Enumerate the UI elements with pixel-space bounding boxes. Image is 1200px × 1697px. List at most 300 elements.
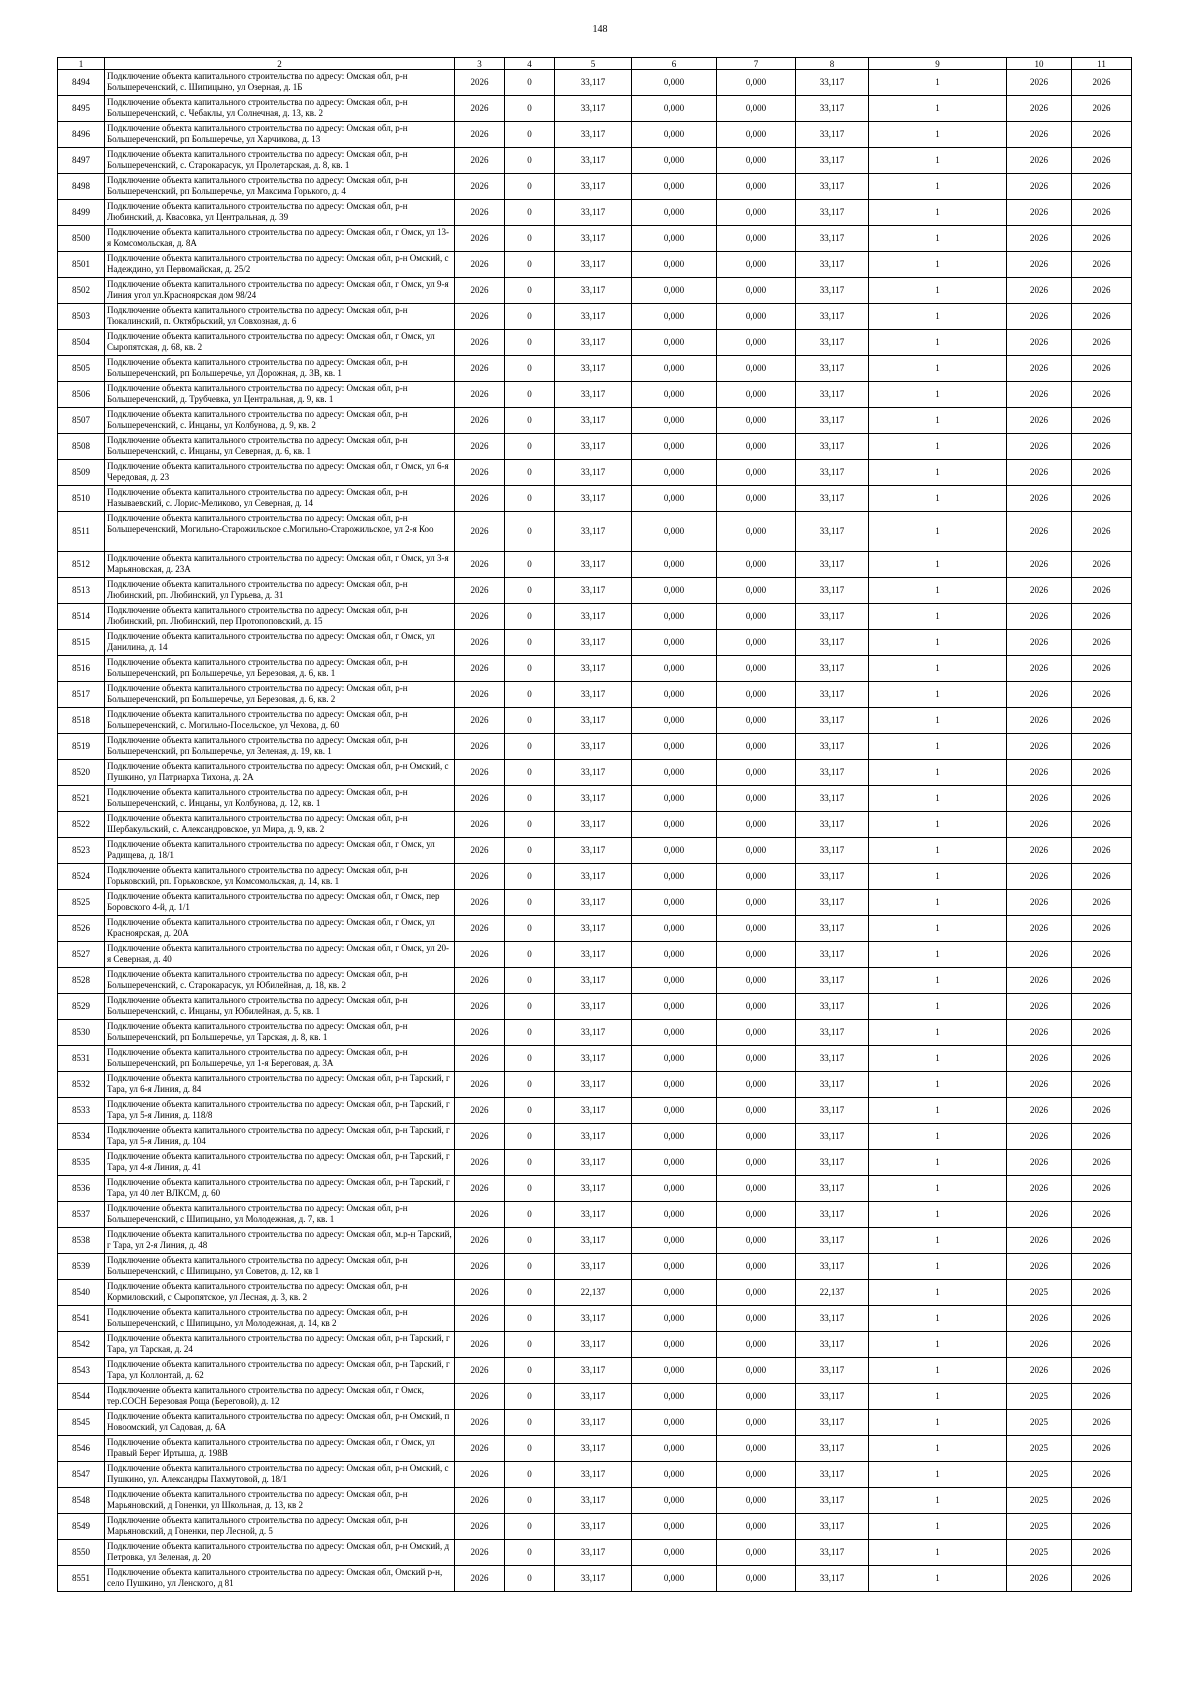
table-row [58,486,1132,512]
year-cell: 2026 [455,1384,505,1410]
amount-cell: 0,000 [717,1306,796,1332]
total-cell: 33,117 [796,1176,869,1202]
row-number-cell: 8520 [58,760,105,786]
row-number-cell: 8536 [58,1176,105,1202]
year-cell: 2026 [455,174,505,200]
start-year-cell: 2026 [1007,1228,1072,1254]
amount-cell: 33,117 [555,968,632,994]
start-year-cell: 2026 [1007,122,1072,148]
table-row [58,174,1132,200]
description-cell: Подключение объекта капитального строительства по адресу: Омская обл, р-н Большереченский, с. Инцаны, ул Колбунова, д. 12, кв. 1 [105,786,455,812]
amount-cell: 33,117 [555,1488,632,1514]
value-cell: 0 [505,1124,555,1150]
total-cell: 33,117 [796,174,869,200]
total-cell: 33,117 [796,434,869,460]
year-cell: 2026 [455,1410,505,1436]
year-cell: 2026 [455,1462,505,1488]
amount-cell: 0,000 [632,1332,717,1358]
description-cell: Подключение объекта капитального строительства по адресу: Омская обл, г Омск, ул 3-я Марьяновская, д. 23А [105,552,455,578]
value-cell: 0 [505,148,555,174]
description-cell: Подключение объекта капитального строительства по адресу: Омская обл, р-н Тарский, г Тара, ул Коллонтай, д. 62 [105,1358,455,1384]
table-row [58,630,1132,656]
count-cell: 1 [869,1228,1007,1254]
year-cell: 2026 [455,916,505,942]
total-cell: 22,137 [796,1280,869,1306]
start-year-cell: 2025 [1007,1384,1072,1410]
start-year-cell: 2026 [1007,682,1072,708]
year-cell: 2026 [455,1514,505,1540]
end-year-cell: 2026 [1072,1098,1132,1124]
amount-cell: 0,000 [717,838,796,864]
row-number-cell: 8500 [58,226,105,252]
amount-cell: 0,000 [632,1384,717,1410]
amount-cell: 33,117 [555,1514,632,1540]
amount-cell: 0,000 [717,1358,796,1384]
amount-cell: 0,000 [632,708,717,734]
amount-cell: 0,000 [717,1254,796,1280]
count-cell: 1 [869,1488,1007,1514]
amount-cell: 0,000 [717,630,796,656]
start-year-cell: 2025 [1007,1514,1072,1540]
amount-cell: 0,000 [632,1072,717,1098]
data-table [57,57,1132,1592]
table-row [58,994,1132,1020]
amount-cell: 0,000 [717,890,796,916]
row-number-cell: 8544 [58,1384,105,1410]
start-year-cell: 2026 [1007,1566,1072,1592]
row-number-cell: 8551 [58,1566,105,1592]
end-year-cell: 2026 [1072,708,1132,734]
amount-cell: 33,117 [555,1358,632,1384]
amount-cell: 0,000 [632,682,717,708]
end-year-cell: 2026 [1072,864,1132,890]
row-number-cell: 8507 [58,408,105,434]
amount-cell: 33,117 [555,708,632,734]
description-cell: Подключение объекта капитального строительства по адресу: Омская обл, р-н Большереченский, рп Большеречье, ул Березовая, д. 6, кв. 1 [105,656,455,682]
description-cell: Подключение объекта капитального строительства по адресу: Омская обл, р-н Большереченский, с. Инцаны, ул Колбунова, д. 9, кв. 2 [105,408,455,434]
amount-cell: 33,117 [555,304,632,330]
total-cell: 33,117 [796,278,869,304]
count-cell: 1 [869,1098,1007,1124]
start-year-cell: 2026 [1007,1306,1072,1332]
start-year-cell: 2026 [1007,1358,1072,1384]
end-year-cell: 2026 [1072,604,1132,630]
value-cell: 0 [505,330,555,356]
table-row [58,1358,1132,1384]
column-header: 4 [505,58,555,70]
description-cell: Подключение объекта капитального строительства по адресу: Омская обл, г Омск, пер Боровского 4-й, д. 1/1 [105,890,455,916]
amount-cell: 33,117 [555,330,632,356]
row-number-cell: 8522 [58,812,105,838]
table-row [58,604,1132,630]
count-cell: 1 [869,994,1007,1020]
amount-cell: 0,000 [632,656,717,682]
table-row [58,942,1132,968]
table-row [58,890,1132,916]
amount-cell: 0,000 [632,942,717,968]
year-cell: 2026 [455,1358,505,1384]
row-number-cell: 8496 [58,122,105,148]
end-year-cell: 2026 [1072,174,1132,200]
amount-cell: 0,000 [632,1488,717,1514]
value-cell: 0 [505,786,555,812]
row-number-cell: 8511 [58,512,105,552]
description-cell: Подключение объекта капитального строительства по адресу: Омская обл, р-н Марьяновский, д Гоненки, ул Школьная, д. 13, кв 2 [105,1488,455,1514]
description-cell: Подключение объекта капитального строительства по адресу: Омская обл, р-н Большереченский, с. Чебаклы, ул Солнечная, д. 13, кв. 2 [105,96,455,122]
end-year-cell: 2026 [1072,96,1132,122]
value-cell: 0 [505,1358,555,1384]
row-number-cell: 8521 [58,786,105,812]
amount-cell: 0,000 [632,96,717,122]
year-cell: 2026 [455,942,505,968]
count-cell: 1 [869,1202,1007,1228]
table-row [58,1410,1132,1436]
count-cell: 1 [869,630,1007,656]
amount-cell: 22,137 [555,1280,632,1306]
end-year-cell: 2026 [1072,734,1132,760]
amount-cell: 0,000 [717,994,796,1020]
amount-cell: 0,000 [632,734,717,760]
end-year-cell: 2026 [1072,1332,1132,1358]
amount-cell: 0,000 [717,434,796,460]
start-year-cell: 2025 [1007,1280,1072,1306]
year-cell: 2026 [455,460,505,486]
value-cell: 0 [505,1488,555,1514]
end-year-cell: 2026 [1072,1072,1132,1098]
value-cell: 0 [505,812,555,838]
count-cell: 1 [869,226,1007,252]
description-cell: Подключение объекта капитального строительства по адресу: Омская обл, р-н Марьяновский, д Гоненки, пер Лесной, д. 5 [105,1514,455,1540]
year-cell: 2026 [455,1072,505,1098]
end-year-cell: 2026 [1072,890,1132,916]
column-header: 11 [1072,58,1132,70]
amount-cell: 0,000 [717,1176,796,1202]
amount-cell: 0,000 [632,786,717,812]
total-cell: 33,117 [796,968,869,994]
amount-cell: 0,000 [632,148,717,174]
amount-cell: 0,000 [632,994,717,1020]
row-number-cell: 8518 [58,708,105,734]
amount-cell: 33,117 [555,1254,632,1280]
amount-cell: 0,000 [717,1228,796,1254]
description-cell: Подключение объекта капитального строительства по адресу: Омская обл, р-н Большереченский, Могильно-Старожильское с.Могильно-Старожильское, ул 2-я Коо [105,512,455,552]
amount-cell: 0,000 [717,916,796,942]
table-row [58,304,1132,330]
value-cell: 0 [505,1150,555,1176]
description-cell: Подключение объекта капитального строительства по адресу: Омская обл, р-н Шербакульский, с. Александровское, ул Мира, д. 9, кв. 2 [105,812,455,838]
description-cell: Подключение объекта капитального строительства по адресу: Омская обл, р-н Большереченский, с. Шипицыно, ул Озерная, д. 1Б [105,70,455,96]
year-cell: 2026 [455,1254,505,1280]
year-cell: 2026 [455,864,505,890]
value-cell: 0 [505,708,555,734]
amount-cell: 33,117 [555,460,632,486]
count-cell: 1 [869,1150,1007,1176]
count-cell: 1 [869,864,1007,890]
total-cell: 33,117 [796,1540,869,1566]
total-cell: 33,117 [796,1566,869,1592]
count-cell: 1 [869,1124,1007,1150]
amount-cell: 33,117 [555,486,632,512]
amount-cell: 0,000 [632,1020,717,1046]
description-cell: Подключение объекта капитального строительства по адресу: Омская обл, р-н Тарский, г Тара, ул 40 лет ВЛКСМ, д. 60 [105,1176,455,1202]
value-cell: 0 [505,1566,555,1592]
amount-cell: 0,000 [632,890,717,916]
description-cell: Подключение объекта капитального строительства по адресу: Омская обл, р-н Тарский, г Тара, ул 6-я Линия, д. 84 [105,1072,455,1098]
amount-cell: 0,000 [717,604,796,630]
amount-cell: 0,000 [717,330,796,356]
start-year-cell: 2026 [1007,864,1072,890]
start-year-cell: 2026 [1007,382,1072,408]
table-row [58,1228,1132,1254]
value-cell: 0 [505,682,555,708]
description-cell: Подключение объекта капитального строительства по адресу: Омская обл, р-н Большереченский, рп Большеречье, ул Березовая, д. 6, кв. 2 [105,682,455,708]
amount-cell: 33,117 [555,278,632,304]
count-cell: 1 [869,890,1007,916]
row-number-cell: 8547 [58,1462,105,1488]
amount-cell: 0,000 [632,382,717,408]
year-cell: 2026 [455,1228,505,1254]
amount-cell: 33,117 [555,1150,632,1176]
year-cell: 2026 [455,1306,505,1332]
total-cell: 33,117 [796,1020,869,1046]
amount-cell: 0,000 [717,708,796,734]
amount-cell: 33,117 [555,656,632,682]
table-row [58,434,1132,460]
total-cell: 33,117 [796,486,869,512]
table-row [58,1462,1132,1488]
amount-cell: 0,000 [717,968,796,994]
description-cell: Подключение объекта капитального строительства по адресу: Омская обл, м.р-н Тарский, г Тара, ул 2-я Линия, д. 48 [105,1228,455,1254]
year-cell: 2026 [455,734,505,760]
year-cell: 2026 [455,226,505,252]
start-year-cell: 2025 [1007,1488,1072,1514]
total-cell: 33,117 [796,408,869,434]
total-cell: 33,117 [796,1150,869,1176]
end-year-cell: 2026 [1072,512,1132,552]
end-year-cell: 2026 [1072,356,1132,382]
value-cell: 0 [505,890,555,916]
amount-cell: 0,000 [717,96,796,122]
end-year-cell: 2026 [1072,1566,1132,1592]
end-year-cell: 2026 [1072,70,1132,96]
year-cell: 2026 [455,552,505,578]
amount-cell: 0,000 [632,1358,717,1384]
total-cell: 33,117 [796,812,869,838]
start-year-cell: 2026 [1007,630,1072,656]
end-year-cell: 2026 [1072,200,1132,226]
value-cell: 0 [505,1098,555,1124]
count-cell: 1 [869,356,1007,382]
count-cell: 1 [869,916,1007,942]
end-year-cell: 2026 [1072,630,1132,656]
amount-cell: 33,117 [555,942,632,968]
end-year-cell: 2026 [1072,1020,1132,1046]
amount-cell: 0,000 [717,760,796,786]
count-cell: 1 [869,1072,1007,1098]
start-year-cell: 2026 [1007,786,1072,812]
row-number-cell: 8533 [58,1098,105,1124]
count-cell: 1 [869,460,1007,486]
start-year-cell: 2026 [1007,226,1072,252]
row-number-cell: 8514 [58,604,105,630]
row-number-cell: 8545 [58,1410,105,1436]
row-number-cell: 8527 [58,942,105,968]
count-cell: 1 [869,1020,1007,1046]
start-year-cell: 2026 [1007,1254,1072,1280]
amount-cell: 0,000 [632,630,717,656]
count-cell: 1 [869,304,1007,330]
description-cell: Подключение объекта капитального строительства по адресу: Омская обл, р-н Большереченский, рп Большеречье, ул Дорожная, д. 3В, кв. 1 [105,356,455,382]
year-cell: 2026 [455,1124,505,1150]
amount-cell: 33,117 [555,1410,632,1436]
amount-cell: 0,000 [717,486,796,512]
amount-cell: 0,000 [632,122,717,148]
year-cell: 2026 [455,838,505,864]
column-header: 10 [1007,58,1072,70]
value-cell: 0 [505,1020,555,1046]
year-cell: 2026 [455,786,505,812]
amount-cell: 33,117 [555,1202,632,1228]
description-cell: Подключение объекта капитального строительства по адресу: Омская обл, р-н Омский, с Надеждино, ул Первомайская, д. 25/2 [105,252,455,278]
value-cell: 0 [505,226,555,252]
year-cell: 2026 [455,512,505,552]
value-cell: 0 [505,1176,555,1202]
end-year-cell: 2026 [1072,408,1132,434]
row-number-cell: 8549 [58,1514,105,1540]
table-row [58,1384,1132,1410]
description-cell: Подключение объекта капитального строительства по адресу: Омская обл, Омский р-н, село Пушкино, ул Ленского, д 81 [105,1566,455,1592]
total-cell: 33,117 [796,252,869,278]
end-year-cell: 2026 [1072,148,1132,174]
amount-cell: 0,000 [717,356,796,382]
description-cell: Подключение объекта капитального строительства по адресу: Омская обл, г Омск, ул Сыропятская, д. 68, кв. 2 [105,330,455,356]
count-cell: 1 [869,968,1007,994]
value-cell: 0 [505,1046,555,1072]
amount-cell: 0,000 [717,786,796,812]
total-cell: 33,117 [796,604,869,630]
start-year-cell: 2026 [1007,148,1072,174]
description-cell: Подключение объекта капитального строительства по адресу: Омская обл, г Омск, ул 9-я Линия угол ул.Красноярская дом 98/24 [105,278,455,304]
end-year-cell: 2026 [1072,1488,1132,1514]
count-cell: 1 [869,1306,1007,1332]
value-cell: 0 [505,578,555,604]
value-cell: 0 [505,382,555,408]
count-cell: 1 [869,408,1007,434]
amount-cell: 0,000 [632,812,717,838]
year-cell: 2026 [455,96,505,122]
total-cell: 33,117 [796,630,869,656]
table-row [58,1566,1132,1592]
year-cell: 2026 [455,408,505,434]
end-year-cell: 2026 [1072,1410,1132,1436]
amount-cell: 33,117 [555,552,632,578]
amount-cell: 0,000 [717,122,796,148]
description-cell: Подключение объекта капитального строительства по адресу: Омская обл, р-н Большереченский, с Шипицыно, ул Молодежная, д. 7, кв. 1 [105,1202,455,1228]
amount-cell: 33,117 [555,70,632,96]
table-row [58,330,1132,356]
table-row [58,1072,1132,1098]
row-number-cell: 8539 [58,1254,105,1280]
table-row [58,838,1132,864]
count-cell: 1 [869,1540,1007,1566]
row-number-cell: 8513 [58,578,105,604]
table-row [58,408,1132,434]
start-year-cell: 2026 [1007,1020,1072,1046]
end-year-cell: 2026 [1072,330,1132,356]
table-row [58,1488,1132,1514]
total-cell: 33,117 [796,1488,869,1514]
amount-cell: 0,000 [717,1488,796,1514]
amount-cell: 0,000 [717,578,796,604]
start-year-cell: 2026 [1007,1150,1072,1176]
count-cell: 1 [869,278,1007,304]
amount-cell: 0,000 [717,1332,796,1358]
amount-cell: 0,000 [632,408,717,434]
table-row [58,812,1132,838]
start-year-cell: 2026 [1007,1098,1072,1124]
column-header: 8 [796,58,869,70]
total-cell: 33,117 [796,890,869,916]
value-cell: 0 [505,1202,555,1228]
total-cell: 33,117 [796,1332,869,1358]
row-number-cell: 8523 [58,838,105,864]
amount-cell: 33,117 [555,356,632,382]
row-number-cell: 8524 [58,864,105,890]
table-row [58,1514,1132,1540]
start-year-cell: 2025 [1007,1410,1072,1436]
count-cell: 1 [869,434,1007,460]
row-number-cell: 8519 [58,734,105,760]
start-year-cell: 2026 [1007,460,1072,486]
total-cell: 33,117 [796,786,869,812]
row-number-cell: 8537 [58,1202,105,1228]
row-number-cell: 8517 [58,682,105,708]
amount-cell: 0,000 [717,1514,796,1540]
row-number-cell: 8499 [58,200,105,226]
row-number-cell: 8540 [58,1280,105,1306]
amount-cell: 0,000 [717,734,796,760]
value-cell: 0 [505,1228,555,1254]
description-cell: Подключение объекта капитального строительства по адресу: Омская обл, р-н Большереченский, с. Старокарасук, ул Пролетарская, д. 8, кв. 1 [105,148,455,174]
year-cell: 2026 [455,252,505,278]
table-row [58,916,1132,942]
amount-cell: 33,117 [555,174,632,200]
start-year-cell: 2026 [1007,278,1072,304]
table-row [58,356,1132,382]
row-number-cell: 8504 [58,330,105,356]
row-number-cell: 8526 [58,916,105,942]
amount-cell: 0,000 [632,252,717,278]
amount-cell: 33,117 [555,682,632,708]
start-year-cell: 2026 [1007,942,1072,968]
count-cell: 1 [869,96,1007,122]
amount-cell: 0,000 [632,1254,717,1280]
amount-cell: 33,117 [555,1046,632,1072]
value-cell: 0 [505,486,555,512]
count-cell: 1 [869,786,1007,812]
amount-cell: 0,000 [717,1046,796,1072]
row-number-cell: 8515 [58,630,105,656]
description-cell: Подключение объекта капитального строительства по адресу: Омская обл, р-н Кормиловский, с Сыропятское, ул Лесная, д. 3, кв. 2 [105,1280,455,1306]
amount-cell: 0,000 [717,226,796,252]
amount-cell: 33,117 [555,916,632,942]
amount-cell: 33,117 [555,1436,632,1462]
description-cell: Подключение объекта капитального строительства по адресу: Омская обл, р-н Большереченский, рп Большеречье, ул Зеленая, д. 19, кв. 1 [105,734,455,760]
end-year-cell: 2026 [1072,786,1132,812]
value-cell: 0 [505,1306,555,1332]
end-year-cell: 2026 [1072,226,1132,252]
value-cell: 0 [505,252,555,278]
